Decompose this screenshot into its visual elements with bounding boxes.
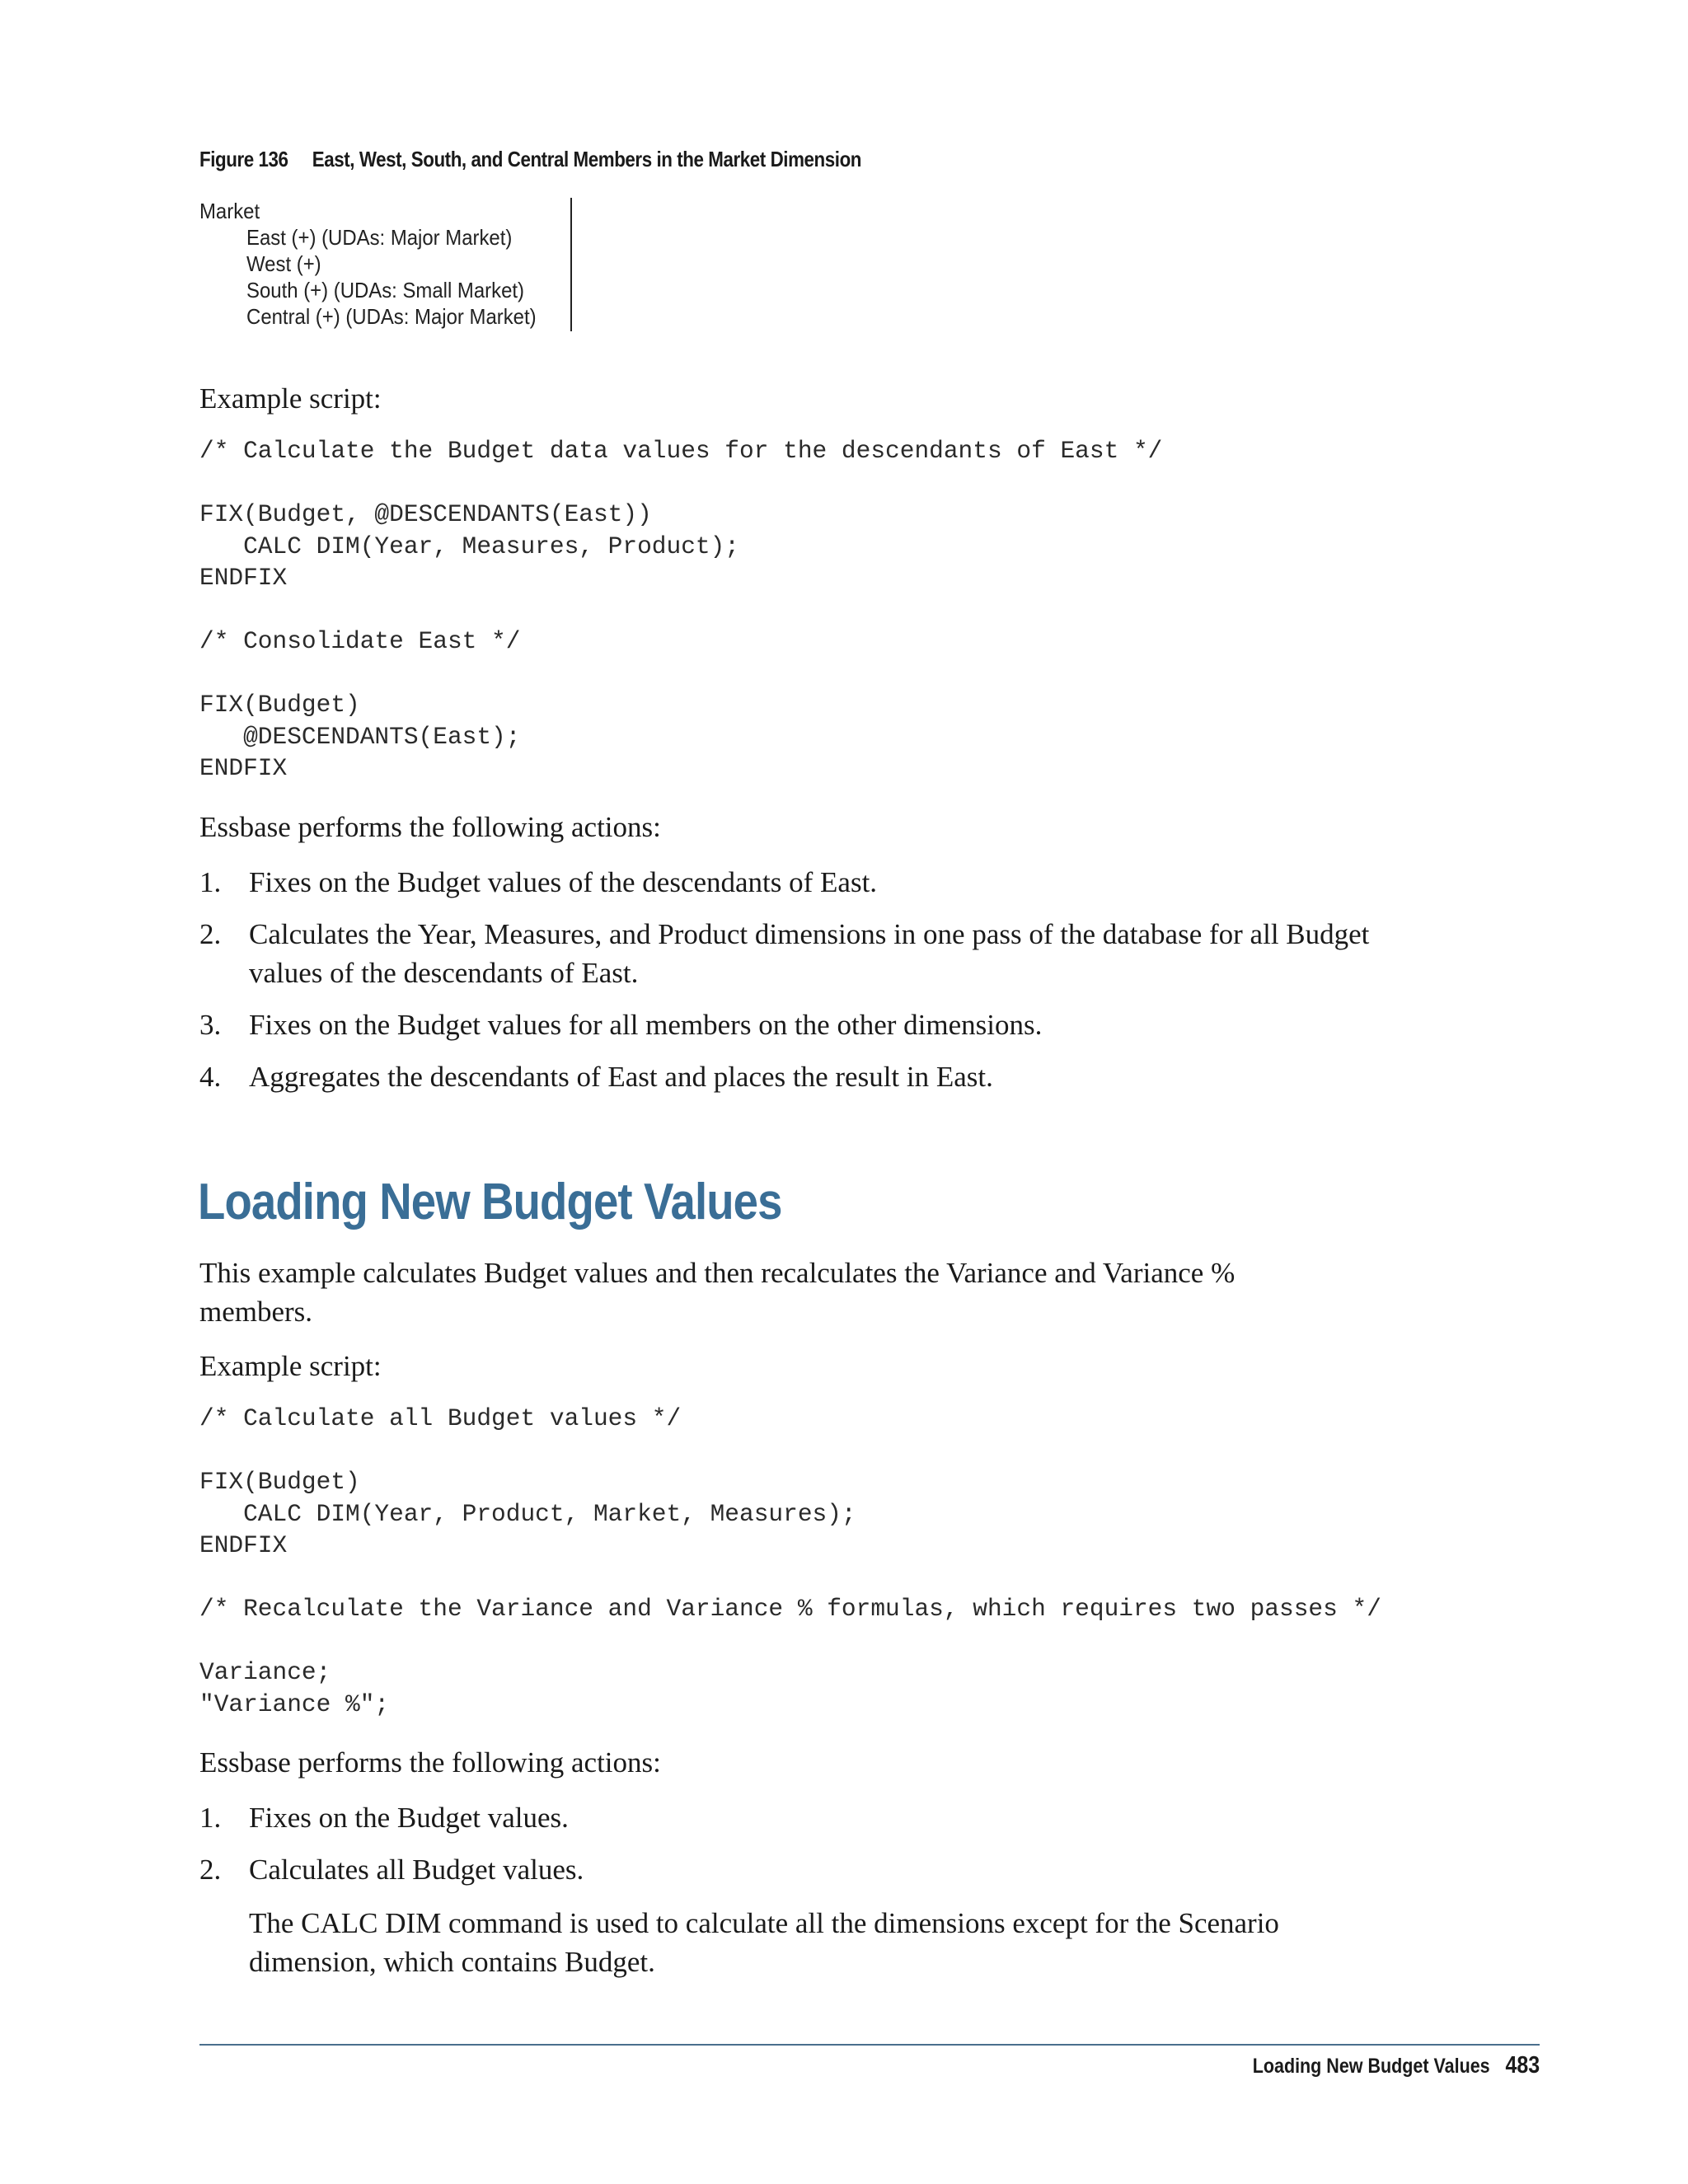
tree-member-west: West (+) xyxy=(246,251,321,276)
code-block-1: /* Calculate the Budget data values for the descendants of East */ FIX(Budget, @DESCENDANTS(East)) CALC DIM(Year, Measures, Product); ENDFIX /* Consolidate East */ FIX(Budget) @DESCENDANTS(East); ENDFIX xyxy=(199,437,1163,782)
list-item-text: Calculates the Year, Measures, and Product dimensions in one pass of the database for all Budget values of the descendants of East. xyxy=(249,918,1370,989)
list-item-number: 2. xyxy=(199,1854,222,1886)
section-heading: Loading New Budget Values xyxy=(198,1174,782,1230)
list-item xyxy=(199,1057,1386,1096)
list-item xyxy=(199,915,1386,992)
actions-intro-1: Essbase performs the following actions: xyxy=(199,811,661,843)
running-title: Loading New Budget Values xyxy=(1252,2055,1490,2078)
list-item xyxy=(199,863,1386,902)
figure-caption-text: East, West, South, and Central Members in the Market Dimension xyxy=(312,147,862,171)
example-script-label-1: Example script: xyxy=(199,382,382,415)
footer-divider xyxy=(199,2044,1540,2046)
actions-list-2 xyxy=(199,1798,1386,1994)
page-number: 483 xyxy=(1505,2052,1540,2079)
list-item-text: Fixes on the Budget values. xyxy=(249,1802,569,1834)
list-item-number: 4. xyxy=(199,1061,222,1093)
list-item xyxy=(199,1850,1386,1981)
list-item-note: The CALC DIM command is used to calculate all the dimensions except for the Scenario dimension, which contains Budget. xyxy=(249,1907,1279,1978)
list-item xyxy=(199,1005,1386,1044)
actions-list-1 xyxy=(199,863,1386,1109)
list-item-number: 2. xyxy=(199,918,222,950)
list-item-number: 1. xyxy=(199,1802,222,1834)
actions-intro-2: Essbase performs the following actions: xyxy=(199,1746,661,1779)
figure-caption xyxy=(199,147,861,172)
tree-member-east: East (+) (UDAs: Major Market) xyxy=(246,225,513,250)
tree-root-market: Market xyxy=(199,199,260,223)
tree-member-central: Central (+) (UDAs: Major Market) xyxy=(246,304,537,329)
figure-number: Figure 136 xyxy=(199,147,288,171)
page-footer xyxy=(1253,2052,1540,2079)
market-dimension-outline xyxy=(199,198,572,331)
list-item xyxy=(199,1798,1386,1837)
list-item-text: Aggregates the descendants of East and places the result in East. xyxy=(249,1061,993,1093)
example-script-label-2: Example script: xyxy=(199,1350,382,1382)
list-item-text: Fixes on the Budget values of the descendants of East. xyxy=(249,866,878,898)
tree-member-south: South (+) (UDAs: Small Market) xyxy=(246,278,524,302)
code-block-2: /* Calculate all Budget values */ FIX(Budget) CALC DIM(Year, Product, Market, Measures); ENDFIX /* Recalculate the Variance and Variance % formulas, which requires two passes */ Variance; "Variance %"; xyxy=(199,1404,1381,1718)
list-item-text: Calculates all Budget values. xyxy=(249,1854,584,1886)
list-item-text: Fixes on the Budget values for all members on the other dimensions. xyxy=(249,1009,1043,1041)
section-intro: This example calculates Budget values and then recalculates the Variance and Variance % members. xyxy=(199,1257,1236,1328)
list-item-number: 1. xyxy=(199,866,222,898)
list-item-number: 3. xyxy=(199,1009,222,1041)
